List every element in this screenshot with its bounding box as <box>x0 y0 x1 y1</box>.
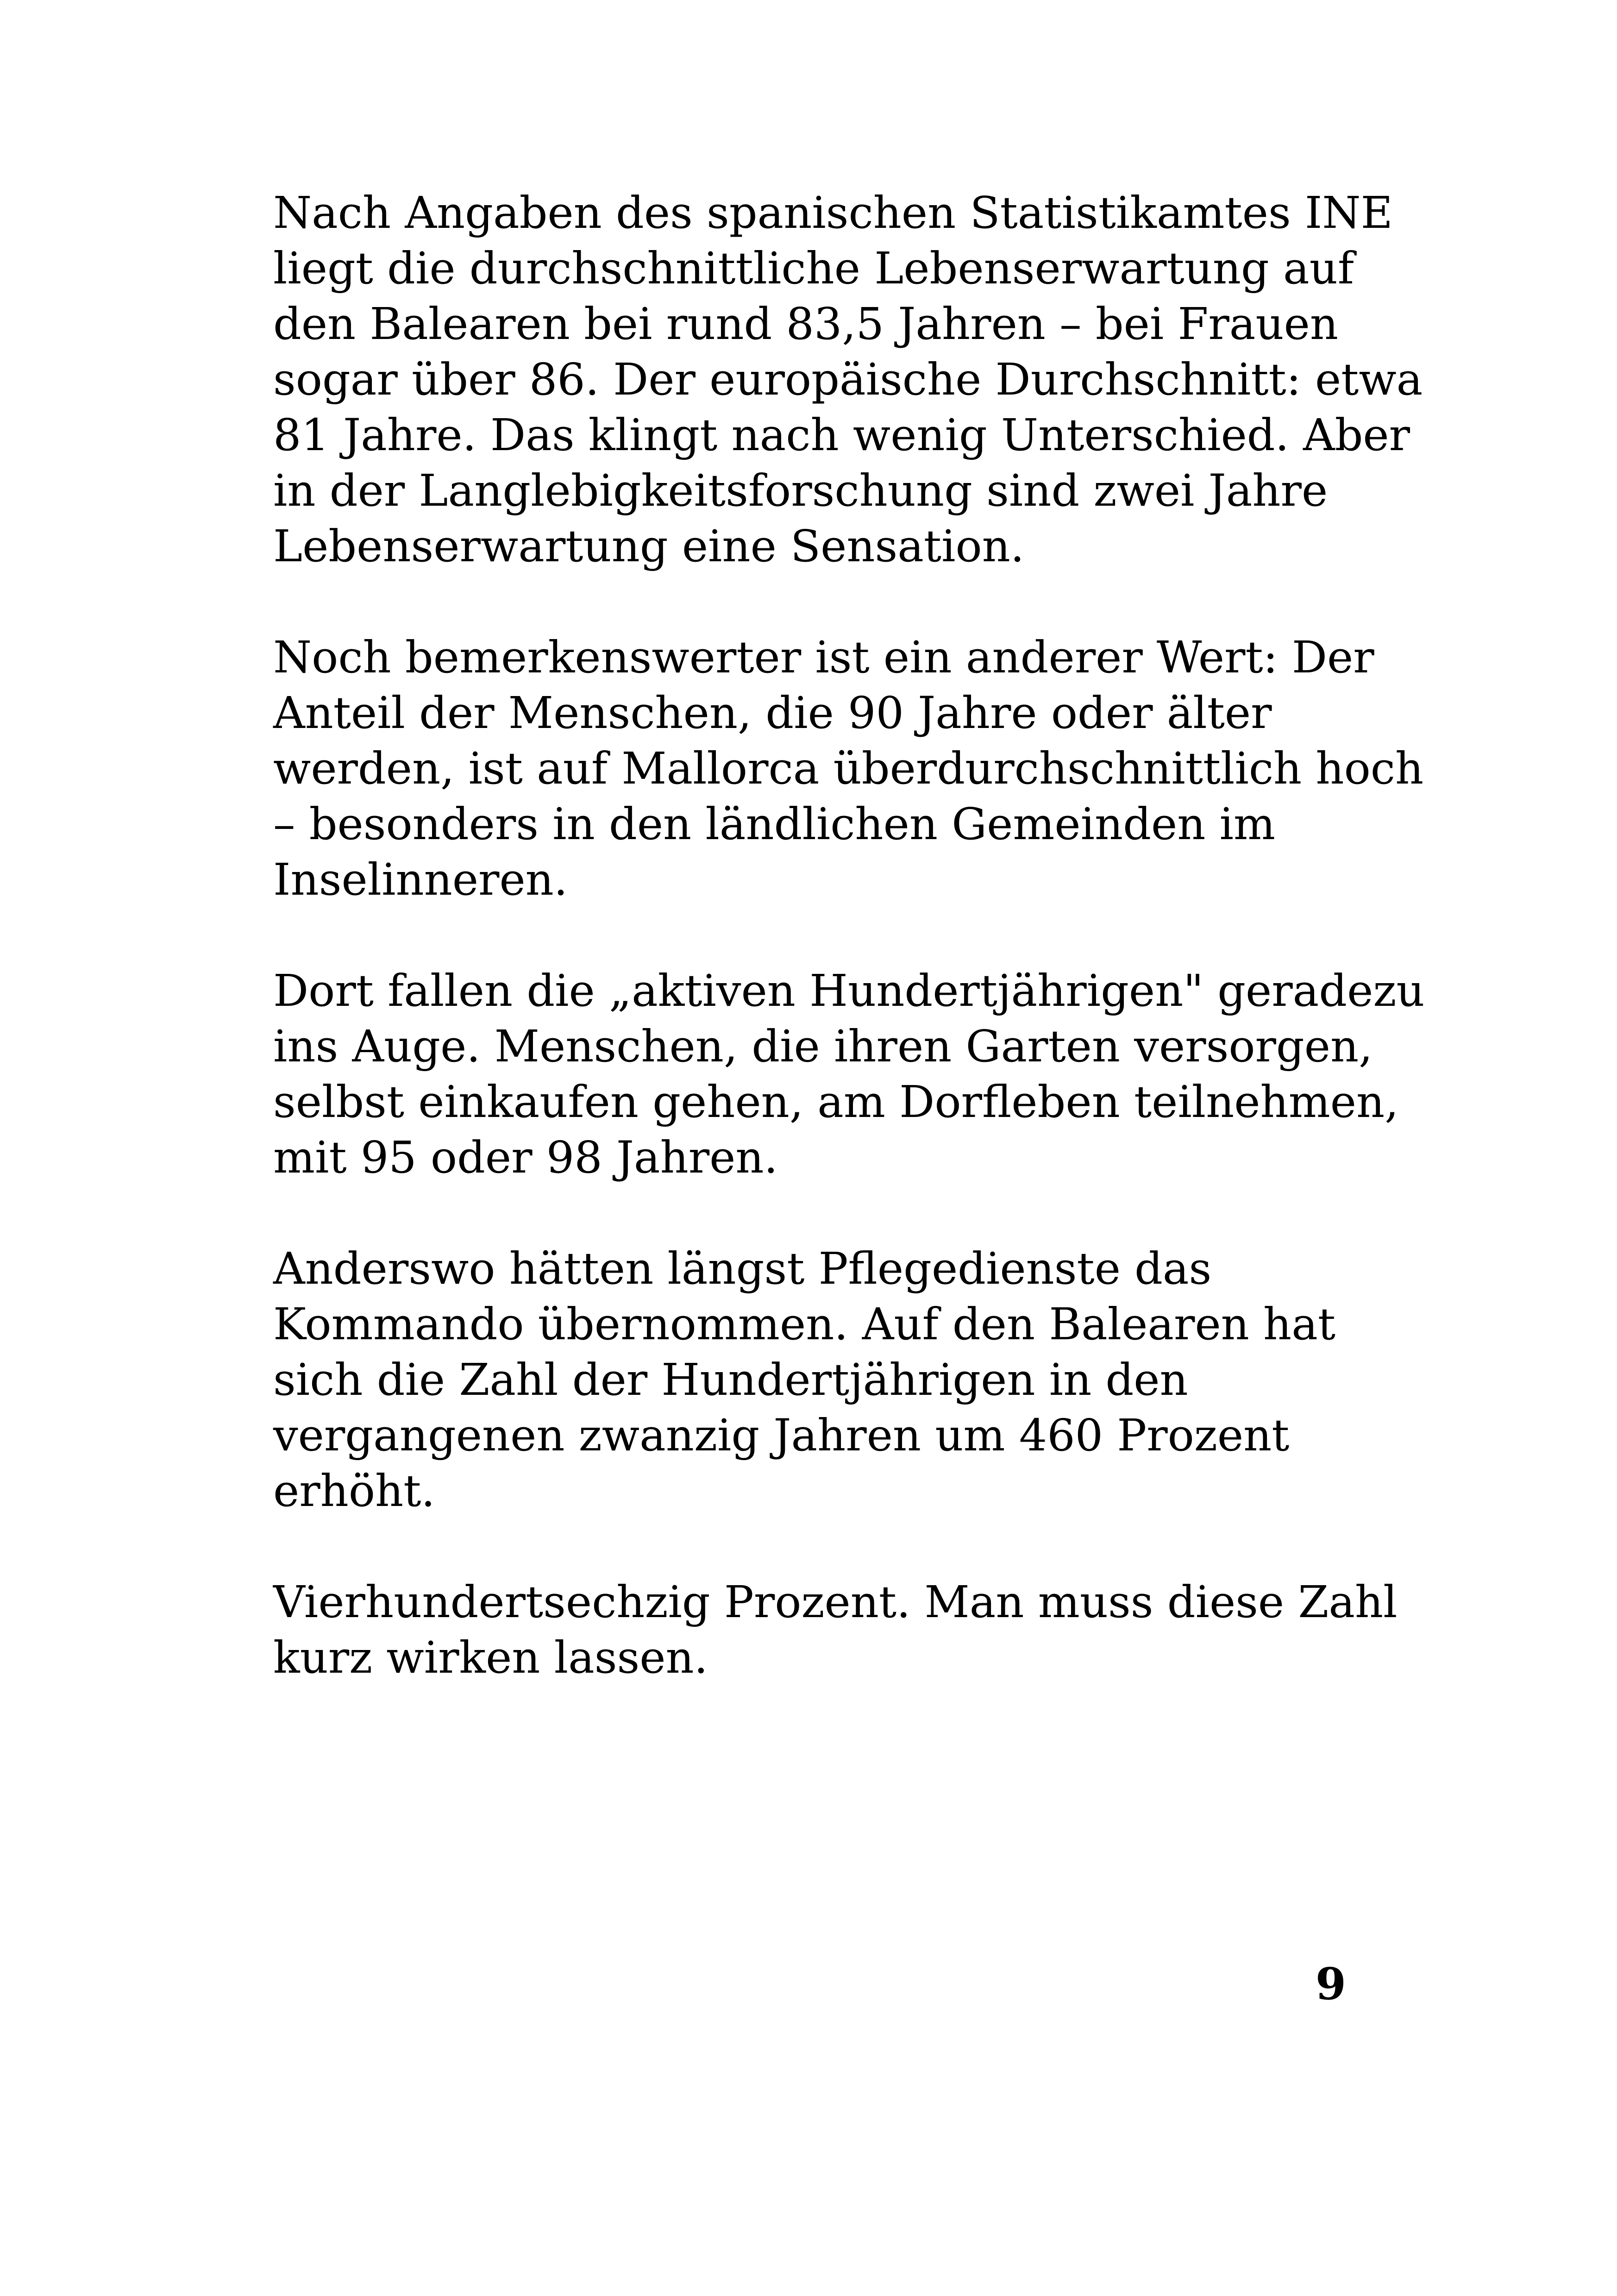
paragraph <box>273 963 1425 1186</box>
text-line: Vierhundertsechzig Prozent. Man muss diese Zahl <box>273 1577 1398 1628</box>
text-line: Inselinneren. <box>273 854 568 905</box>
page-number: 9 <box>1315 1958 1346 2010</box>
paragraph <box>273 185 1423 574</box>
text-line: 81 Jahre. Das klingt nach wenig Unterschied. Aber <box>273 410 1410 461</box>
text-line: in der Langlebigkeitsforschung sind zwei Jahre <box>273 465 1328 516</box>
text-line: werden, ist auf Mallorca überdurchschnittlich hoch <box>273 743 1424 794</box>
text-line: den Balearen bei rund 83,5 Jahren – bei Frauen <box>273 299 1339 350</box>
text-line: selbst einkaufen gehen, am Dorfleben teilnehmen, <box>273 1077 1399 1128</box>
text-line: – besonders in den ländlichen Gemeinden im <box>273 799 1276 850</box>
text-line: Dort fallen die „aktiven Hundertjährigen" geradezu <box>273 966 1425 1016</box>
text-line: Anderswo hätten längst Pflegedienste das <box>273 1243 1212 1294</box>
text-line: Kommando übernommen. Auf den Balearen hat <box>273 1299 1336 1350</box>
text-line: Anteil der Menschen, die 90 Jahre oder älter <box>273 688 1272 739</box>
text-line: ins Auge. Menschen, die ihren Garten versorgen, <box>273 1021 1373 1072</box>
paragraph <box>273 1241 1352 1519</box>
text-line: Lebenserwartung eine Sensation. <box>273 521 1025 572</box>
text-line: sogar über 86. Der europäische Durchschnitt: etwa <box>273 354 1423 405</box>
text-line: liegt die durchschnittliche Lebenserwartung auf <box>273 243 1354 294</box>
paragraph <box>273 630 1424 908</box>
text-line: kurz wirken lassen. <box>273 1632 708 1683</box>
text-line: Nach Angaben des spanischen Statistikamtes INE <box>273 188 1393 238</box>
paragraph <box>273 1575 1398 1686</box>
text-line: vergangenen zwanzig Jahren um 460 Prozent <box>273 1410 1290 1461</box>
body-text <box>273 185 1425 1741</box>
text-line: sich die Zahl der Hundertjährigen in den <box>273 1355 1188 1405</box>
text-line: erhöht. <box>273 1466 435 1517</box>
text-line: Noch bemerkenswerter ist ein anderer Wert: Der <box>273 632 1374 683</box>
text-line: mit 95 oder 98 Jahren. <box>273 1132 778 1183</box>
